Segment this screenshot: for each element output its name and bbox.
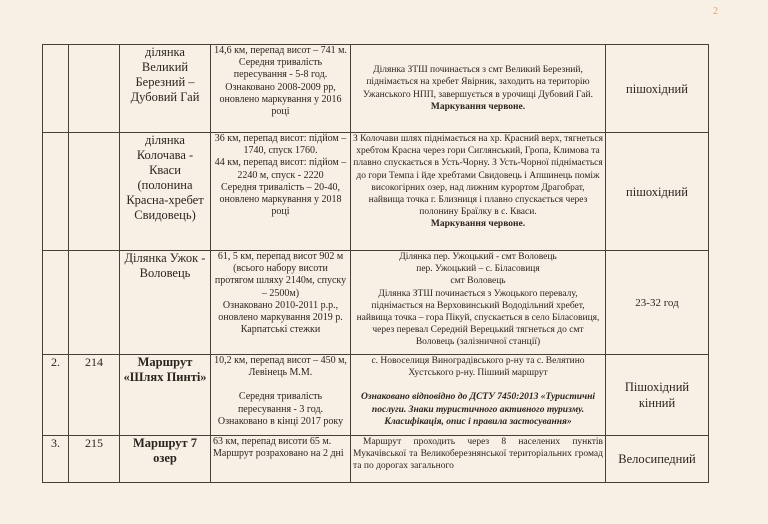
route-description: Ділянка пер. Ужоцький - смт Воловець пер. Ужоцький – с. Біласовиця смт Воловець Ділянка ЗТШ починається з Ужоцького перевалу, піднімається на Верховинський Вододільний хребет, найвища точка – гора Пікуй, спускається в село Біласовиця, через перевал Середній Верецький тягнеться до смт Воловець (залізничної станції) [351,251,606,355]
route-type: 23-32 год [606,251,709,355]
route-type: Велосипедний [606,436,709,483]
route-details: 10,2 км, перепад висот – 450 м, Левінець М.М. Середня тривалість пересування - 3 год. Ознаковано в кінці 2017 року [211,355,351,436]
route-description: с. Новоселиця Виноградівського р-ну та с. Велятино Хустського р-ну. Пішиий маршрут Ознаковано відповідно до ДСТУ 7450:2013 «Туристичні послуги. Знаки туристичного активного туризму. Класифікація, опис і правила застосування» [351,355,606,436]
route-code: 215 [69,436,120,483]
row-number: 2. [43,355,69,436]
route-name: Маршрут 7 озер [120,436,211,483]
route-details: 63 км, перепад висоти 65 м. Маршрут розраховано на 2 дні [211,436,351,483]
route-details: 36 км, перепад висот: підйом – 1740, спуск 1760. 44 км, перепад висот: підйом – 2240 м, спуск - 2220 Середня тривалість – 20-40, оновлено маркування у 2018 році [211,133,351,251]
route-name: ділянка Великий Березний – Дубовий Гай [120,45,211,133]
route-code [69,45,120,133]
route-name: Ділянка Ужок - Воловець [120,251,211,355]
route-type: Пішохідний кінний [606,355,709,436]
route-name: Маршрут «Шлях Пинті» [120,355,211,436]
route-code [69,251,120,355]
table-row [43,45,709,133]
route-description: З Колочави шлях піднімається на хр. Красний верх, тягнеться хребтом Красна через гори Сиглянський, Гропа, Климова та плавно спускається в Усть-Чорну. З Усть-Чорної піднімається до гори Темпа і йде хребтами Свидовець і Апшинець поміж високогірних озер, над лижним курортом Драгобрат, найвища точка г. Близниця і плавно спускається через полонину Браїлку в с. Кваси. Маркування червоне. [351,133,606,251]
row-number [43,45,69,133]
table-row [43,436,709,483]
table-row [43,355,709,436]
route-description: Маршрут проходить через 8 населених пунктів Мукачівської та Великоберезнянської територіальних громад та по дорогах загального [351,436,606,483]
table-row [43,133,709,251]
route-details: 61, 5 км, перепад висот 902 м (всього набору висоти протягом шляху 2140м, спуску – 2500м) Ознаковано 2010-2011 р.р., оновлено маркування 2019 р. Карпатські стежки [211,251,351,355]
route-name: ділянка Колочава - Кваси (полонина Красна-хребет Свидовець) [120,133,211,251]
routes-table [42,44,709,483]
route-code [69,133,120,251]
row-number [43,133,69,251]
route-details: 14,6 км, перепад висот – 741 м. Середня тривалість пересування - 5-8 год. Ознаковано 2008-2009 рр, оновлено маркування у 2016 році [211,45,351,133]
route-type: пішохідний [606,133,709,251]
route-code: 214 [69,355,120,436]
row-number: 3. [43,436,69,483]
page-number: 2 [713,6,718,17]
table-row [43,251,709,355]
route-type: пішохідний [606,45,709,133]
row-number [43,251,69,355]
route-description: Ділянка ЗТШ починається з смт Великий Березний, піднімається на хребет Явірник, заходить на територію Ужанського НПП, завершується в урочищі Дубовий Гай. Маркування червоне. [351,45,606,133]
